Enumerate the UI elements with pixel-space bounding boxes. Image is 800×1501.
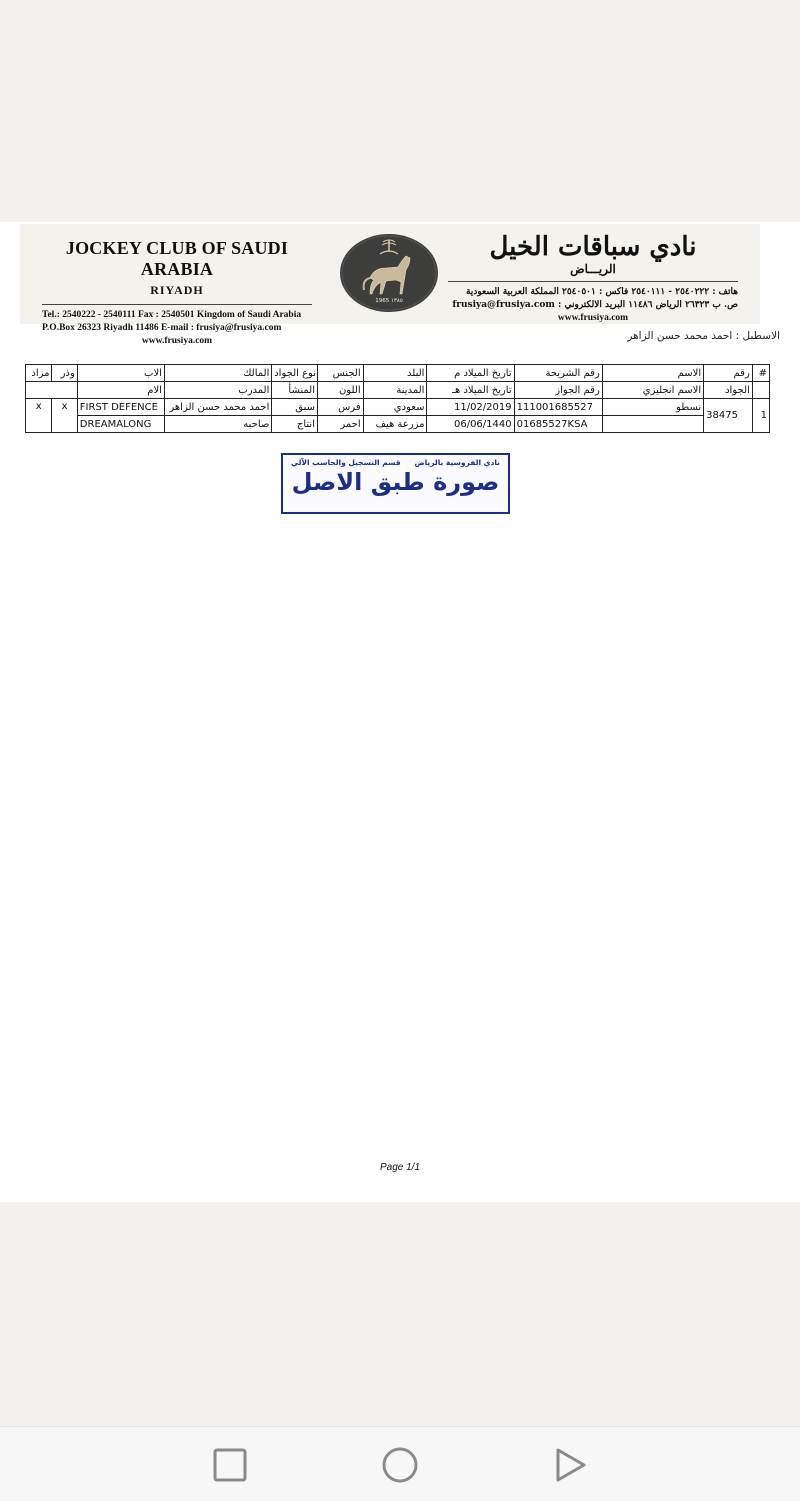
table-cell: 06/06/1440 [427,416,514,433]
header-cell: الاسم [602,365,703,382]
contact-english: Tel.: 2540222 - 2540111 Fax : 2540501 Kingdom of Saudi Arabia [42,310,302,320]
website-arabic: www.frusiya.com [557,313,629,323]
table-cell: 01685527KSA [514,416,602,433]
table-cell: 1 [752,399,769,433]
stamp-text: صورة طبق الاصل [291,468,500,496]
page-number: Page 1/1 [379,1162,421,1173]
table-row [26,399,770,416]
table-cell: انتاج [272,416,318,433]
table-cell: FIRST DEFENCE [77,399,164,416]
stamp-department: قسم التسجيل والحاسب الآلي [291,458,401,467]
table-cell: x [26,399,52,433]
stamp-org: نادي الفروسية بالرياض [414,458,500,467]
header-cell: وذر [52,365,77,382]
header-cell: رقم الشريحة [514,365,602,382]
table-cell: سعودي [363,399,427,416]
recent-apps-icon[interactable] [210,1445,250,1485]
header-cell: الام [77,382,164,399]
club-seal-icon [340,234,438,312]
table-cell: احمد محمد حسن الزاهر [164,399,271,416]
header-cell: تاريخ الميلاد هـ [427,382,514,399]
table-cell: مزرعة هيف [363,416,427,433]
table-cell: 38475 [704,399,753,433]
home-icon[interactable] [380,1445,420,1485]
table-cell: 111001685527 [514,399,602,416]
letterhead-arabic [448,232,738,324]
table-cell: DREAMALONG [77,416,164,433]
header-cell: الاسم انجليزي [602,382,703,399]
header-cell [752,382,769,399]
table-cell: نسطو [602,399,703,416]
document-page [0,222,800,1202]
contact-arabic: هاتف : ٢٥٤٠٢٢٢ - ٢٥٤٠١١١ فاكس : ٢٥٤٠٥٠١ المملكة العربية السعودية [465,287,738,297]
header-cell: رقم [704,365,753,382]
table-header-row [26,382,770,399]
divider [42,304,312,305]
header-cell: نوع الجواد [272,365,318,382]
address-english: P.O.Box 26323 Riyadh 11486 E-mail : frusiya@frusiya.com [42,323,282,333]
header-cell: الاب [77,365,164,382]
header-cell: تاريخ الميلاد م [427,365,514,382]
table-cell: احمر [318,416,364,433]
android-navigation-bar [0,1426,800,1501]
header-cell: البلد [363,365,427,382]
club-name-english: JOCKEY CLUB OF SAUDI ARABIA [65,238,289,279]
club-name-arabic: نادي سباقات الخيل [489,232,697,262]
header-cell: اللون [318,382,364,399]
stable-owner-label: الاسطبل : احمد محمد حسن الزاهر [627,330,780,342]
website-english: www.frusiya.com [141,336,213,346]
table-cell [602,416,703,433]
city-english: RIYADH [150,283,204,297]
header-cell: الجواد [704,382,753,399]
stamp-header [283,455,508,467]
header-cell: المدينة [363,382,427,399]
header-cell: # [752,365,769,382]
city-arabic: الريـــاض [570,262,616,276]
horse-registration-table [25,364,770,433]
certified-copy-stamp [281,453,510,514]
header-cell: المنشأ [272,382,318,399]
back-icon[interactable] [550,1445,590,1485]
header-cell: مزاد [26,365,52,382]
divider [448,281,738,282]
header-cell: الجنس [318,365,364,382]
table-cell: سبق [272,399,318,416]
header-cell: المدرب [164,382,271,399]
header-cell [26,382,78,399]
address-arabic: ص. ب ٢٦٣٢٣ الرياض ١١٤٨٦ البريد الالكتروني : frusiya@frusiya.com [452,300,738,310]
seal-years: 1965 ١٣٨٥ [375,298,403,304]
letterhead-english [42,238,312,347]
table-cell: x [52,399,77,433]
header-cell: المالك [164,365,271,382]
table-cell: فرس [318,399,364,416]
table-header-row [26,365,770,382]
table-cell: صاحبه [164,416,271,433]
table-row [26,416,770,433]
table-cell: 11/02/2019 [427,399,514,416]
header-cell: رقم الجواز [514,382,602,399]
